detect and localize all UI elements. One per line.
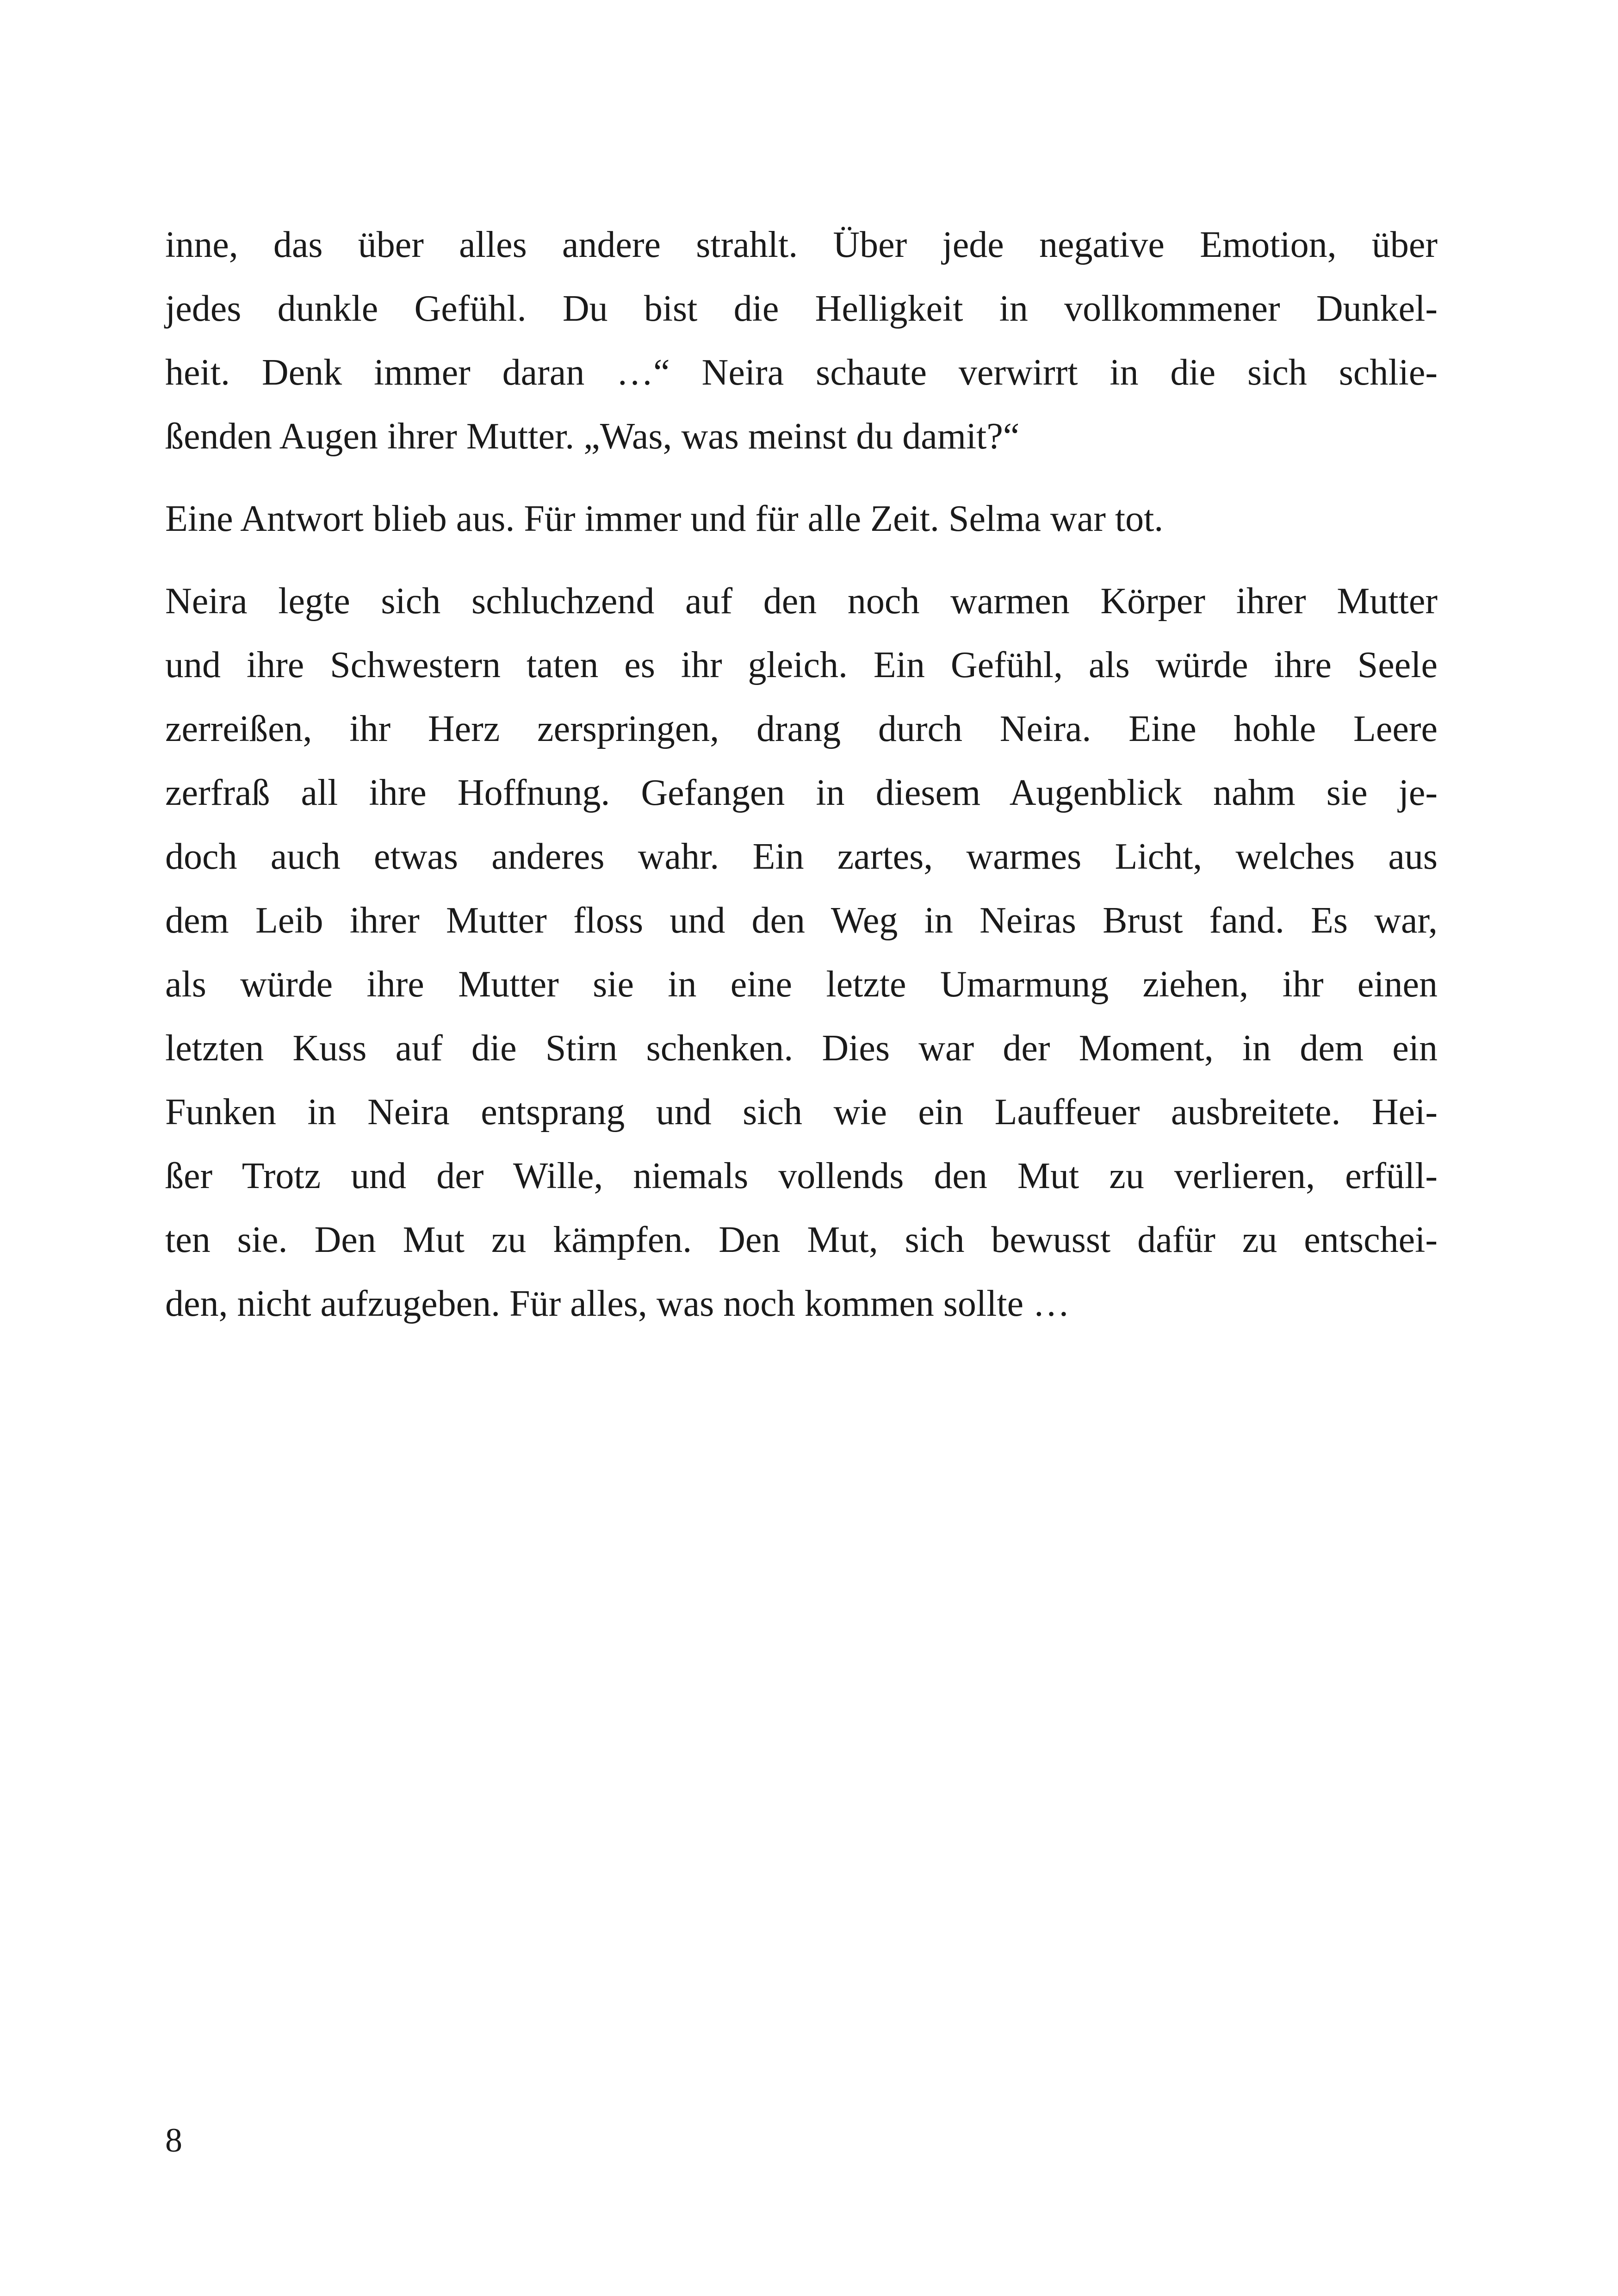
text-line: doch auch etwas anderes wahr. Ein zartes, warmes Licht, welches aus <box>165 836 1438 877</box>
paragraph-1 <box>165 213 1438 468</box>
text-line: zerreißen, ihr Herz zerspringen, drang durch Neira. Eine hohle Leere <box>165 709 1438 749</box>
text-line: Neira legte sich schluchzend auf den noch warmen Körper ihrer Mutter <box>165 581 1438 622</box>
text-line: und ihre Schwestern taten es ihr gleich. Ein Gefühl, als würde ihre Seele <box>165 645 1438 685</box>
paragraph-2 <box>165 487 1438 551</box>
text-line: dem Leib ihrer Mutter floss und den Weg in Neiras Brust fand. Es war, <box>165 900 1438 941</box>
text-line: ten sie. Den Mut zu kämpfen. Den Mut, sich bewusst dafür zu entschei- <box>165 1220 1438 1260</box>
text-line: den, nicht aufzugeben. Für alles, was noch kommen sollte … <box>165 1283 1070 1324</box>
text-line: ßenden Augen ihrer Mutter. „Was, was meinst du damit?“ <box>165 416 1020 457</box>
text-line: heit. Denk immer daran …“ Neira schaute verwirrt in die sich schlie- <box>165 352 1438 393</box>
text-line: als würde ihre Mutter sie in eine letzte Umarmung ziehen, ihr einen <box>165 964 1438 1005</box>
paragraph-3 <box>165 569 1438 1336</box>
text-line: inne, das über alles andere strahlt. Über jede negative Emotion, über <box>165 224 1438 265</box>
text-line: ßer Trotz und der Wille, niemals vollends den Mut zu verlieren, erfüll- <box>165 1156 1438 1196</box>
body-text <box>165 213 1438 1336</box>
text-line: jedes dunkle Gefühl. Du bist die Helligkeit in vollkommener Dunkel- <box>165 288 1438 329</box>
text-line: letzten Kuss auf die Stirn schenken. Dies war der Moment, in dem ein <box>165 1028 1438 1069</box>
text-line: Funken in Neira entsprang und sich wie ein Lauffeuer ausbreitete. Hei- <box>165 1092 1438 1132</box>
text-line: zerfraß all ihre Hoffnung. Gefangen in diesem Augenblick nahm sie je- <box>165 772 1438 813</box>
text-line: Eine Antwort blieb aus. Für immer und für alle Zeit. Selma war tot. <box>165 498 1164 539</box>
page-number: 8 <box>165 2122 182 2159</box>
